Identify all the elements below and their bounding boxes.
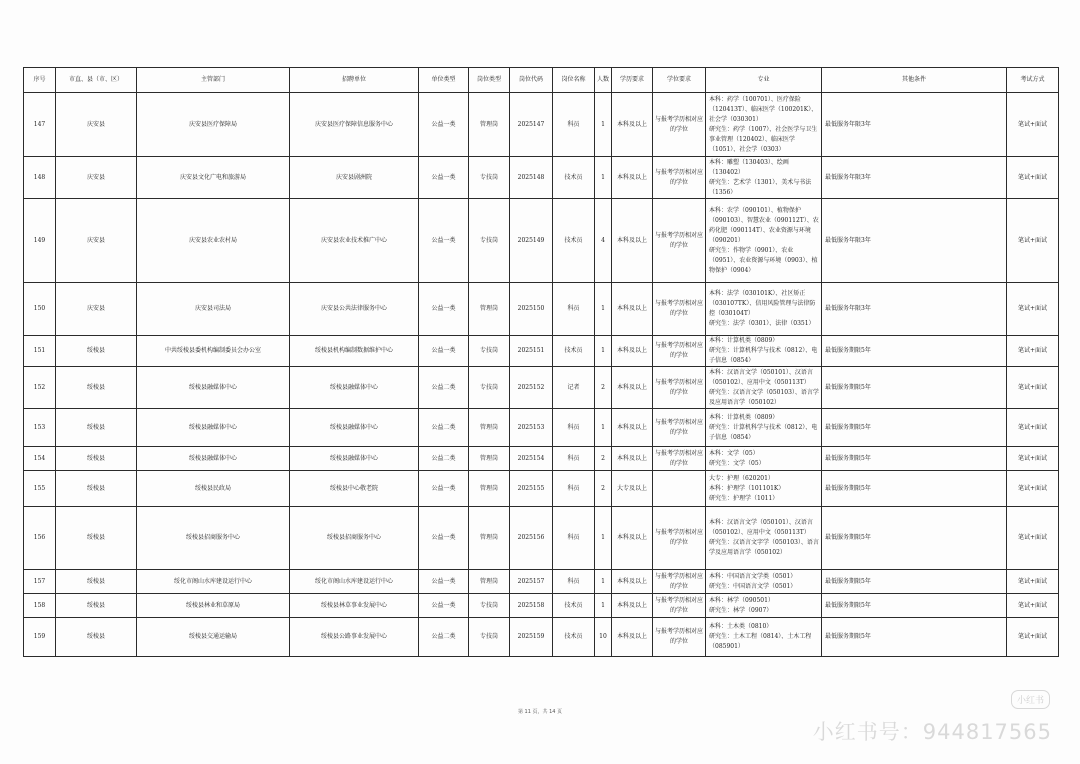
cell-edu: 本科及以上 xyxy=(612,283,653,336)
table-row xyxy=(24,283,1059,336)
table-row xyxy=(24,594,1059,618)
cell-unit-type: 公益一类 xyxy=(419,471,469,507)
cell-unit: 绥棱县中心敬老院 xyxy=(290,471,419,507)
cell-other: 最低服务期限5年 xyxy=(822,594,1007,618)
cell-other: 最低服务年限3年 xyxy=(822,199,1007,283)
header-unit-type: 单位类型 xyxy=(419,68,469,93)
cell-no: 155 xyxy=(24,471,56,507)
cell-degree: 与报考学历相对应的学位 xyxy=(653,93,706,157)
cell-edu: 本科及以上 xyxy=(612,570,653,594)
cell-post: 技术员 xyxy=(553,157,595,199)
cell-post: 科员 xyxy=(553,283,595,336)
cell-post-type: 管理岗 xyxy=(469,93,510,157)
cell-major: 本科：计算机类（0809） 研究生：计算机科学与技术（0812）、电子信息（0854） xyxy=(706,409,822,447)
cell-unit: 绥棱县融媒体中心 xyxy=(290,447,419,471)
table-row xyxy=(24,199,1059,283)
cell-no: 151 xyxy=(24,336,56,367)
cell-code: 2025158 xyxy=(510,594,553,618)
header-code: 岗位代码 xyxy=(510,68,553,93)
cell-degree: 与报考学历相对应的学位 xyxy=(653,570,706,594)
cell-count: 1 xyxy=(595,336,612,367)
cell-other: 最低服务期限5年 xyxy=(822,367,1007,409)
header-dept: 主管部门 xyxy=(137,68,290,93)
cell-post-type: 专技岗 xyxy=(469,157,510,199)
cell-county: 庆安县 xyxy=(56,157,137,199)
cell-other: 最低服务期限5年 xyxy=(822,618,1007,657)
cell-no: 150 xyxy=(24,283,56,336)
cell-unit-type: 公益一类 xyxy=(419,199,469,283)
cell-exam: 笔试+面试 xyxy=(1007,157,1059,199)
cell-edu: 大专及以上 xyxy=(612,471,653,507)
cell-other: 最低服务年限3年 xyxy=(822,93,1007,157)
cell-post: 技术员 xyxy=(553,336,595,367)
watermark-badge: 小红书 xyxy=(1011,690,1050,709)
cell-degree: 与报考学历相对应的学位 xyxy=(653,336,706,367)
cell-edu: 本科及以上 xyxy=(612,447,653,471)
cell-dept: 绥棱县林业和草原局 xyxy=(137,594,290,618)
cell-county: 绥棱县 xyxy=(56,409,137,447)
header-major: 专业 xyxy=(706,68,822,93)
cell-count: 4 xyxy=(595,199,612,283)
cell-post-type: 管理岗 xyxy=(469,570,510,594)
cell-post: 科员 xyxy=(553,507,595,570)
cell-degree: 与报考学历相对应的学位 xyxy=(653,367,706,409)
cell-post-type: 专技岗 xyxy=(469,367,510,409)
cell-dept: 庆安县文化广电和旅游局 xyxy=(137,157,290,199)
cell-exam: 笔试+面试 xyxy=(1007,367,1059,409)
cell-count: 1 xyxy=(595,507,612,570)
cell-exam: 笔试+面试 xyxy=(1007,283,1059,336)
cell-code: 2025155 xyxy=(510,471,553,507)
cell-unit: 绥棱县机构编制数据维护中心 xyxy=(290,336,419,367)
cell-exam: 笔试+面试 xyxy=(1007,409,1059,447)
cell-edu: 本科及以上 xyxy=(612,618,653,657)
cell-major: 本科：汉语言文学（050101）、汉语言（050102）、应用中文（050113T） 研究生：汉语言文学（050103）、语言学及应用语言学（050102） xyxy=(706,367,822,409)
table-row xyxy=(24,336,1059,367)
cell-major: 本科：法学（030101K）、社区矫正（030107TK）、信用风险管理与法律防控（030104T） 研究生：法学（0301）、法律（0351） xyxy=(706,283,822,336)
cell-edu: 本科及以上 xyxy=(612,157,653,199)
cell-post-type: 专技岗 xyxy=(469,336,510,367)
cell-unit: 庆安县农业技术推广中心 xyxy=(290,199,419,283)
cell-dept: 绥棱县交通运输局 xyxy=(137,618,290,657)
cell-county: 庆安县 xyxy=(56,199,137,283)
cell-unit-type: 公益一类 xyxy=(419,594,469,618)
cell-code: 2025147 xyxy=(510,93,553,157)
cell-edu: 本科及以上 xyxy=(612,367,653,409)
cell-unit: 绥棱县公路事业发展中心 xyxy=(290,618,419,657)
header-edu: 学历要求 xyxy=(612,68,653,93)
cell-dept: 绥棱县招商服务中心 xyxy=(137,507,290,570)
header-degree: 学位要求 xyxy=(653,68,706,93)
table-row xyxy=(24,367,1059,409)
cell-post-type: 管理岗 xyxy=(469,409,510,447)
cell-county: 绥棱县 xyxy=(56,618,137,657)
cell-major: 本科：中国语言文学类（0501） 研究生：中国语言文学（0501） xyxy=(706,570,822,594)
cell-major: 本科：林学（090501） 研究生：林学（0907） xyxy=(706,594,822,618)
cell-code: 2025150 xyxy=(510,283,553,336)
cell-dept: 庆安县医疗保障局 xyxy=(137,93,290,157)
cell-count: 1 xyxy=(595,283,612,336)
cell-major: 本科：雕塑（130403）、绘画（130402） 研究生：艺术学（1301）、美术与书法（1356） xyxy=(706,157,822,199)
cell-unit-type: 公益二类 xyxy=(419,367,469,409)
cell-degree: 与报考学历相对应的学位 xyxy=(653,157,706,199)
cell-count: 1 xyxy=(595,594,612,618)
header-count: 人数 xyxy=(595,68,612,93)
table-row xyxy=(24,409,1059,447)
cell-unit-type: 公益一类 xyxy=(419,93,469,157)
cell-degree xyxy=(653,471,706,507)
cell-code: 2025149 xyxy=(510,199,553,283)
cell-major: 本科：农学（090101）、植物保护（090103）、智慧农业（090112T）、农药化肥（090114T）、农业资源与环境（090201） 研究生：作物学（0901）、农业（0951）、农业资源与环境（0903）、植物保护（0904） xyxy=(706,199,822,283)
cell-no: 158 xyxy=(24,594,56,618)
cell-dept: 绥棱县融媒体中心 xyxy=(137,409,290,447)
cell-county: 绥棱县 xyxy=(56,447,137,471)
cell-degree: 与报考学历相对应的学位 xyxy=(653,507,706,570)
header-unit: 招聘单位 xyxy=(290,68,419,93)
cell-exam: 笔试+面试 xyxy=(1007,199,1059,283)
cell-unit: 绥棱县林草事业发展中心 xyxy=(290,594,419,618)
header-post-type: 岗位类型 xyxy=(469,68,510,93)
table-row xyxy=(24,447,1059,471)
cell-no: 157 xyxy=(24,570,56,594)
cell-exam: 笔试+面试 xyxy=(1007,336,1059,367)
cell-major: 本科：药学（100701）、医疗保险（120413T）、临床医学（100201K）、社会学（030301） 研究生：药学（1007）、社会医学与卫生事业管理（120402）、临床医学（1051）、社会学（0303） xyxy=(706,93,822,157)
cell-other: 最低服务期限5年 xyxy=(822,507,1007,570)
table-row xyxy=(24,471,1059,507)
cell-county: 庆安县 xyxy=(56,93,137,157)
cell-edu: 本科及以上 xyxy=(612,507,653,570)
recruitment-table xyxy=(23,67,1059,657)
cell-post: 科员 xyxy=(553,409,595,447)
cell-degree: 与报考学历相对应的学位 xyxy=(653,618,706,657)
header-no: 序号 xyxy=(24,68,56,93)
cell-degree: 与报考学历相对应的学位 xyxy=(653,199,706,283)
cell-count: 1 xyxy=(595,93,612,157)
table-header-row xyxy=(24,68,1059,93)
cell-unit-type: 公益一类 xyxy=(419,283,469,336)
cell-no: 147 xyxy=(24,93,56,157)
cell-count: 2 xyxy=(595,447,612,471)
cell-exam: 笔试+面试 xyxy=(1007,447,1059,471)
cell-degree: 与报考学历相对应的学位 xyxy=(653,283,706,336)
cell-dept: 中共绥棱县委机构编制委员会办公室 xyxy=(137,336,290,367)
cell-major: 本科：文学（05） 研究生：文学（05） xyxy=(706,447,822,471)
cell-post-type: 管理岗 xyxy=(469,471,510,507)
cell-code: 2025159 xyxy=(510,618,553,657)
cell-other: 最低服务年限3年 xyxy=(822,157,1007,199)
table-row xyxy=(24,93,1059,157)
cell-dept: 绥化市阁山水库建设运行中心 xyxy=(137,570,290,594)
cell-code: 2025148 xyxy=(510,157,553,199)
page-number: 第 11 页，共 14 页 xyxy=(517,709,563,715)
cell-post-type: 专技岗 xyxy=(469,618,510,657)
header-county: 市直、县（市、区） xyxy=(56,68,137,93)
cell-post: 技术员 xyxy=(553,594,595,618)
cell-county: 绥棱县 xyxy=(56,507,137,570)
cell-edu: 本科及以上 xyxy=(612,594,653,618)
cell-unit: 绥棱县招商服务中心 xyxy=(290,507,419,570)
cell-code: 2025156 xyxy=(510,507,553,570)
cell-unit: 绥棱县融媒体中心 xyxy=(290,409,419,447)
header-exam: 考试方式 xyxy=(1007,68,1059,93)
cell-county: 绥棱县 xyxy=(56,594,137,618)
cell-post-type: 专技岗 xyxy=(469,199,510,283)
cell-major: 本科：汉语言文学（050101）、汉语言（050102）、应用中文（050113T） 研究生：汉语言文字学（050103）、语言学及应用语言学（050102） xyxy=(706,507,822,570)
cell-no: 159 xyxy=(24,618,56,657)
cell-edu: 本科及以上 xyxy=(612,199,653,283)
cell-post: 技术员 xyxy=(553,618,595,657)
cell-post-type: 管理岗 xyxy=(469,447,510,471)
cell-dept: 绥棱县融媒体中心 xyxy=(137,447,290,471)
cell-code: 2025153 xyxy=(510,409,553,447)
cell-post: 记者 xyxy=(553,367,595,409)
cell-post: 科员 xyxy=(553,447,595,471)
cell-exam: 笔试+面试 xyxy=(1007,594,1059,618)
cell-no: 153 xyxy=(24,409,56,447)
cell-no: 152 xyxy=(24,367,56,409)
cell-other: 最低服务期限5年 xyxy=(822,471,1007,507)
cell-unit-type: 公益二类 xyxy=(419,409,469,447)
cell-major: 大专：护理（620201） 本科：护理学（101101K） 研究生：护理学（1011） xyxy=(706,471,822,507)
cell-no: 148 xyxy=(24,157,56,199)
cell-no: 156 xyxy=(24,507,56,570)
cell-major: 本科：土木类（0810） 研究生：土木工程（0814）、土木工程（085901） xyxy=(706,618,822,657)
cell-count: 1 xyxy=(595,570,612,594)
cell-unit: 庆安县公共法律服务中心 xyxy=(290,283,419,336)
cell-count: 10 xyxy=(595,618,612,657)
cell-other: 最低服务年限3年 xyxy=(822,283,1007,336)
cell-exam: 笔试+面试 xyxy=(1007,570,1059,594)
cell-edu: 本科及以上 xyxy=(612,409,653,447)
cell-count: 1 xyxy=(595,157,612,199)
header-post: 岗位名称 xyxy=(553,68,595,93)
cell-post-type: 管理岗 xyxy=(469,283,510,336)
cell-dept: 绥棱县民政局 xyxy=(137,471,290,507)
cell-count: 2 xyxy=(595,367,612,409)
watermark-text: 小红书号：944817565 xyxy=(812,720,1052,744)
cell-county: 绥棱县 xyxy=(56,336,137,367)
cell-post: 科员 xyxy=(553,471,595,507)
cell-code: 2025151 xyxy=(510,336,553,367)
cell-post: 科员 xyxy=(553,570,595,594)
cell-count: 1 xyxy=(595,409,612,447)
cell-county: 庆安县 xyxy=(56,283,137,336)
cell-unit: 绥化市阁山水库建设运行中心 xyxy=(290,570,419,594)
cell-no: 149 xyxy=(24,199,56,283)
cell-major: 本科：计算机类（0809） 研究生：计算机科学与技术（0812）、电子信息（0854） xyxy=(706,336,822,367)
cell-code: 2025152 xyxy=(510,367,553,409)
cell-dept: 庆安县司法局 xyxy=(137,283,290,336)
cell-exam: 笔试+面试 xyxy=(1007,507,1059,570)
cell-county: 绥棱县 xyxy=(56,367,137,409)
table-row xyxy=(24,507,1059,570)
table-row xyxy=(24,157,1059,199)
cell-code: 2025154 xyxy=(510,447,553,471)
cell-edu: 本科及以上 xyxy=(612,93,653,157)
cell-post-type: 管理岗 xyxy=(469,507,510,570)
cell-other: 最低服务期限5年 xyxy=(822,336,1007,367)
cell-exam: 笔试+面试 xyxy=(1007,618,1059,657)
table-row xyxy=(24,618,1059,657)
cell-unit: 庆安县医疗保障信息服务中心 xyxy=(290,93,419,157)
cell-other: 最低服务期限5年 xyxy=(822,409,1007,447)
cell-dept: 庆安县农业农村局 xyxy=(137,199,290,283)
cell-unit: 绥棱县融媒体中心 xyxy=(290,367,419,409)
cell-no: 154 xyxy=(24,447,56,471)
cell-degree: 与报考学历相对应的学位 xyxy=(653,447,706,471)
cell-count: 2 xyxy=(595,471,612,507)
cell-unit-type: 公益二类 xyxy=(419,618,469,657)
cell-other: 最低服务期限5年 xyxy=(822,447,1007,471)
cell-exam: 笔试+面试 xyxy=(1007,93,1059,157)
cell-county: 绥棱县 xyxy=(56,471,137,507)
cell-unit-type: 公益一类 xyxy=(419,570,469,594)
table-row xyxy=(24,570,1059,594)
cell-code: 2025157 xyxy=(510,570,553,594)
cell-post: 科员 xyxy=(553,93,595,157)
cell-unit-type: 公益一类 xyxy=(419,336,469,367)
cell-county: 绥棱县 xyxy=(56,570,137,594)
cell-degree: 与报考学历相对应的学位 xyxy=(653,594,706,618)
cell-degree: 与报考学历相对应的学位 xyxy=(653,409,706,447)
cell-edu: 本科及以上 xyxy=(612,336,653,367)
cell-unit-type: 公益一类 xyxy=(419,157,469,199)
cell-dept: 绥棱县融媒体中心 xyxy=(137,367,290,409)
cell-exam: 笔试+面试 xyxy=(1007,471,1059,507)
cell-unit-type: 公益一类 xyxy=(419,507,469,570)
header-other: 其他条件 xyxy=(822,68,1007,93)
cell-post-type: 专技岗 xyxy=(469,594,510,618)
cell-post: 技术员 xyxy=(553,199,595,283)
cell-unit: 庆安县剧洲院 xyxy=(290,157,419,199)
cell-unit-type: 公益二类 xyxy=(419,447,469,471)
cell-other: 最低服务期限5年 xyxy=(822,570,1007,594)
